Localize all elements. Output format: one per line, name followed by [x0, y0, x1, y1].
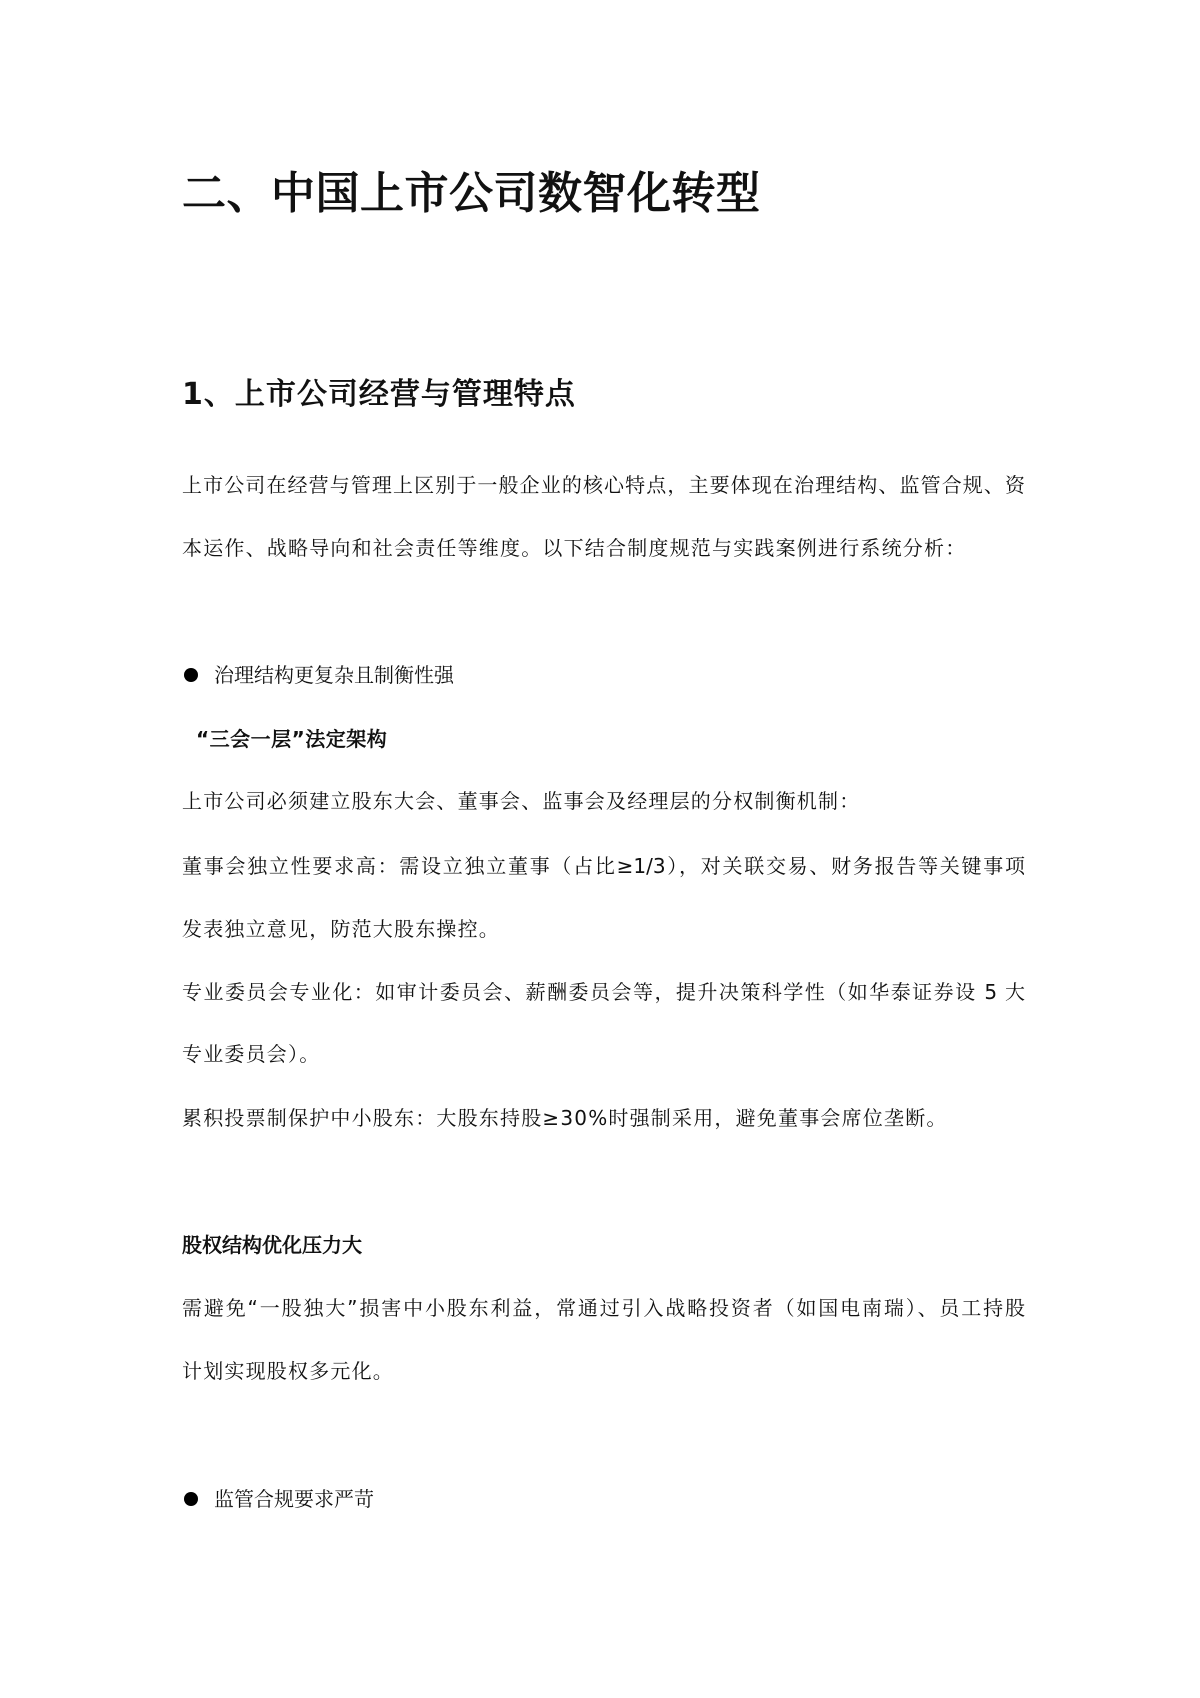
paragraph-line: 上市公司必须建立股东大会、董事会、监事会及经理层的分权制衡机制： [182, 789, 861, 813]
paragraph-line: 专业委员会）。 [182, 1042, 321, 1066]
paragraph-line: 累积投票制保护中小股东：大股东持股≥30%时强制采用，避免董事会席位垄断。 [182, 1106, 948, 1130]
bullet-dot-icon [184, 1492, 198, 1506]
paragraph-line: 董事会独立性要求高：需设立独立董事（占比≥1/3），对关联交易、财务报告等关键事项 [182, 854, 1025, 878]
bullet-item-compliance [184, 1485, 374, 1513]
paragraph-line: 需避免“一股独大”损害中小股东利益，常通过引入战略投资者（如国电南瑞）、员工持股 [182, 1296, 1025, 1320]
intro-line-2: 本运作、战略导向和社会责任等维度。以下结合制度规范与实践案例进行系统分析： [182, 536, 967, 560]
paragraph-line: 专业委员会专业化：如审计委员会、薪酬委员会等，提升决策科学性（如华泰证券设 5 大 [182, 980, 1025, 1004]
section-heading: 1、上市公司经营与管理特点 [182, 377, 576, 412]
subheading-three-boards: “三会一层”法定架构 [196, 727, 388, 751]
bullet-label: 监管合规要求严苛 [214, 1487, 374, 1511]
page-title: 二、中国上市公司数智化转型 [182, 168, 761, 219]
subheading-equity-structure: 股权结构优化压力大 [182, 1233, 362, 1257]
bullet-dot-icon [184, 668, 198, 682]
intro-line-1: 上市公司在经营与管理上区别于一般企业的核心特点，主要体现在治理结构、监管合规、资 [182, 473, 1025, 497]
paragraph-line: 计划实现股权多元化。 [182, 1359, 394, 1383]
bullet-label: 治理结构更复杂且制衡性强 [214, 663, 454, 687]
bullet-item-governance [184, 661, 454, 689]
paragraph-line: 发表独立意见，防范大股东操控。 [182, 917, 500, 941]
